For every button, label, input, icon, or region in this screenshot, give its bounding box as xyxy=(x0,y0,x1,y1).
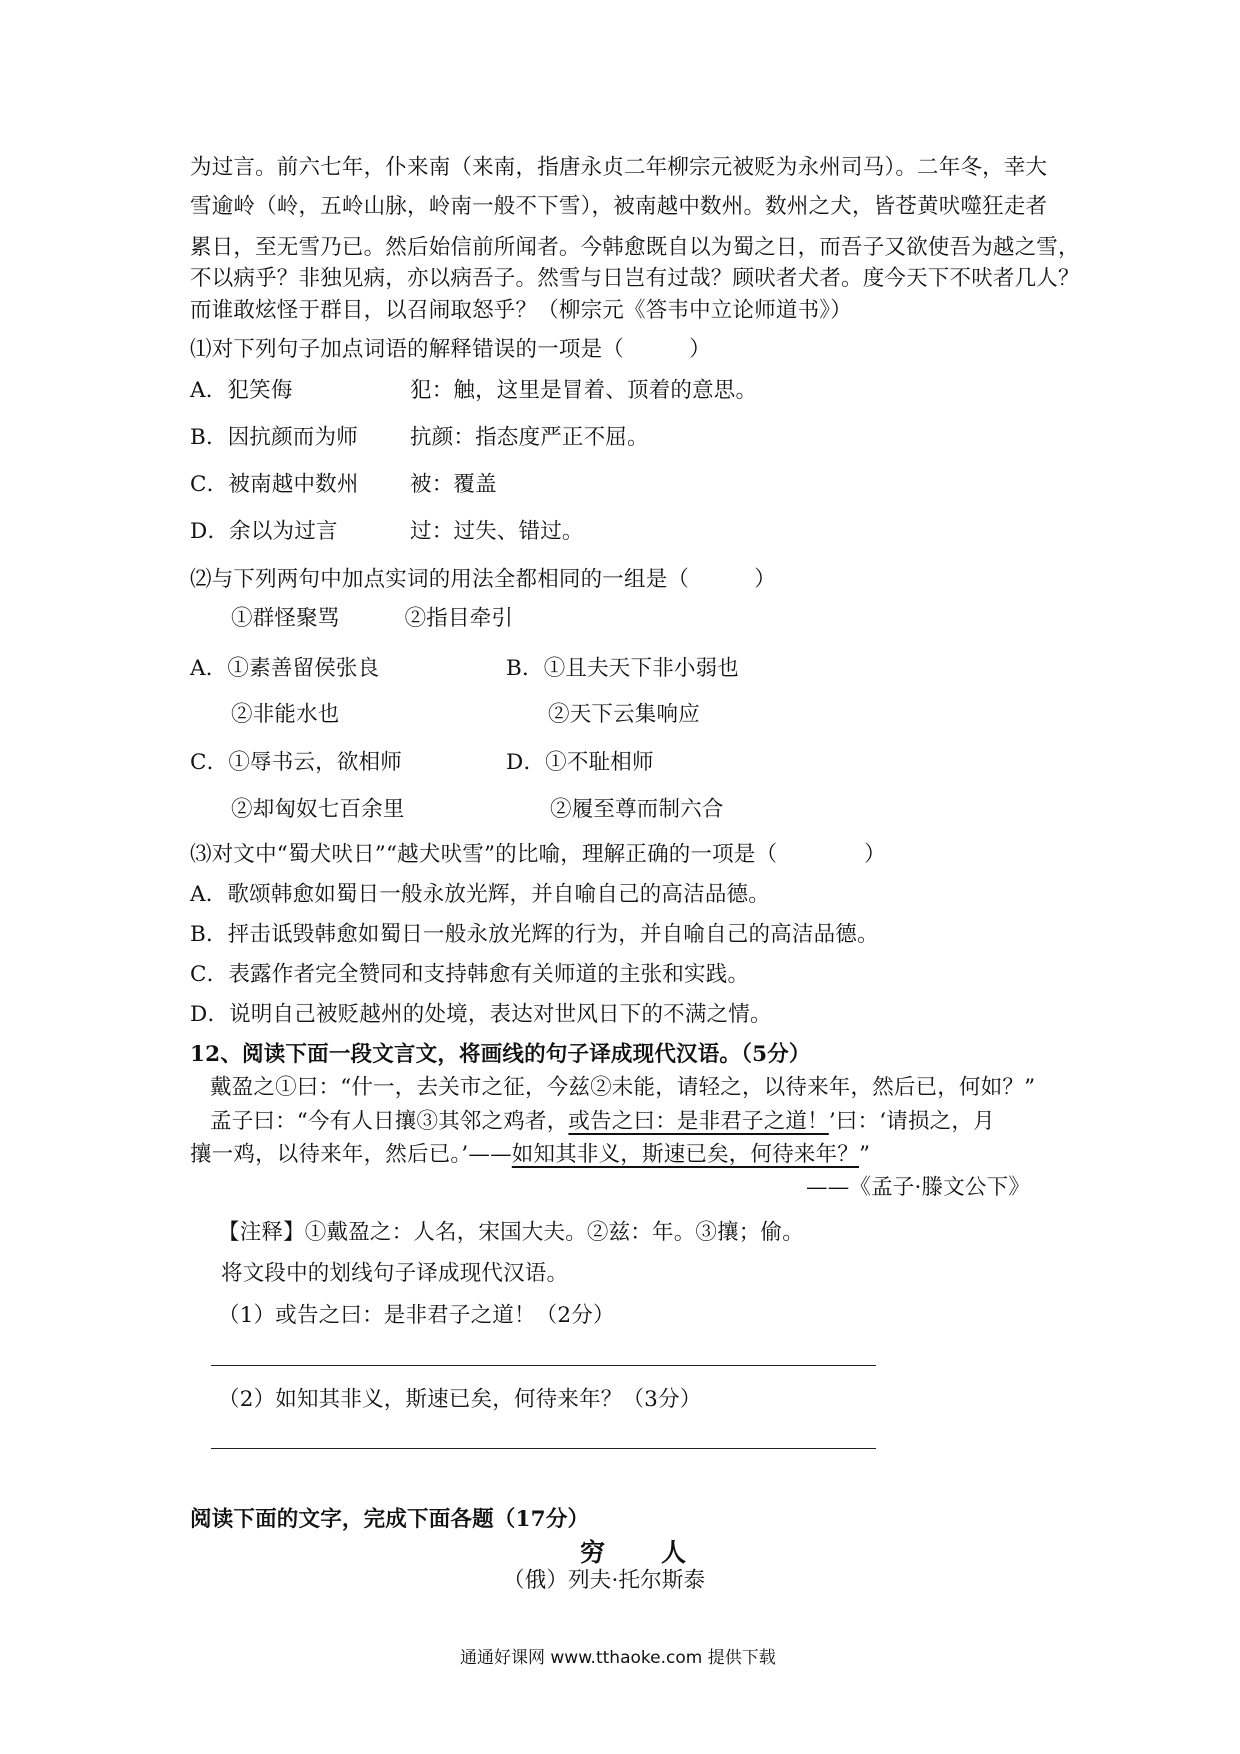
q1-option-c: C．被南越中数州 xyxy=(190,472,359,497)
q12-text-line-2 xyxy=(210,1111,995,1133)
q12-underlined-sentence-1: 或告之曰：是非君子之道！ xyxy=(568,1109,829,1134)
q1-option-b-gloss: 抗颜：指态度严正不屈。 xyxy=(410,425,649,450)
q3-stem: ⑶对文中“蜀犬吠日”“越犬吠雪”的比喻，理解正确的一项是（ ） xyxy=(190,842,886,867)
q2-given-words: ①群怪聚骂 ②指目牵引 xyxy=(231,606,514,631)
story-title: 穷 人 xyxy=(580,1538,689,1567)
q2-option-a-2: ②非能水也 xyxy=(231,702,340,727)
q12-instruction: 将文段中的划线句子译成现代汉语。 xyxy=(221,1261,569,1286)
q2-option-c-1: C．①辱书云，欲相师 xyxy=(190,750,402,775)
q3-option-a: A．歌颂韩愈如蜀日一般永放光辉，并自喻自己的高洁品德。 xyxy=(190,882,770,907)
passage-line-5: 而谁敢炫怪于群目，以召闹取怒乎？（柳宗元《答韦中立论师道书》） xyxy=(190,298,852,323)
q1-option-a: A．犯笑侮 xyxy=(190,378,293,403)
passage-line-1: 为过言。前六七年，仆来南（来南，指唐永贞二年柳宗元被贬为永州司马）。二年冬，幸大 xyxy=(190,155,1048,180)
reading-heading: 阅读下面的文字，完成下面各题（17分） xyxy=(190,1507,590,1532)
q2-option-b-1: B．①且夫天下非小弱也 xyxy=(506,656,740,681)
q1-option-d: D．余以为过言 xyxy=(190,519,338,544)
footer-credit: 通通好课网 www.tthaoke.com 提供下载 xyxy=(460,1648,776,1668)
q2-option-b-2: ②天下云集响应 xyxy=(548,702,700,727)
q3-option-d: D．说明自己被贬越州的处境，表达对世风日下的不满之情。 xyxy=(190,1002,772,1027)
q12-underlined-sentence-2: 如知其非义，斯速已矣，何待来年？ xyxy=(511,1142,859,1167)
q2-option-d-1: D．①不耻相师 xyxy=(506,750,654,775)
q12-line3-pre: 攘一鸡，以待来年，然后已。’—— xyxy=(190,1142,512,1167)
q2-option-d-2: ②履至尊而制六合 xyxy=(550,797,724,822)
q12-line2-post: ’曰：‘请损之，月 xyxy=(828,1109,995,1134)
q12-text-line-1: 戴盈之①曰：“什一，去关市之征，今兹②未能，请轻之，以待来年，然后已，何如？” xyxy=(210,1075,1036,1100)
answer-line-1[interactable] xyxy=(211,1365,876,1366)
story-author: （俄）列夫·托尔斯泰 xyxy=(503,1568,706,1593)
q12-line2-pre: 孟子曰：“今有人日攘③其邻之鸡者， xyxy=(210,1109,569,1134)
q12-line3-post: ” xyxy=(859,1142,871,1167)
q2-option-c-2: ②却匈奴七百余里 xyxy=(231,797,405,822)
q1-option-a-gloss: 犯：触，这里是冒着、顶着的意思。 xyxy=(410,378,758,403)
answer-line-2[interactable] xyxy=(211,1448,876,1449)
passage-line-2: 雪逾岭（岭，五岭山脉，岭南一般不下雪），被南越中数州。数州之犬，皆苍黄吠噬狂走者 xyxy=(190,194,1048,219)
passage-line-3: 累日，至无雪乃已。然后始信前所闻者。今韩愈既自以为蜀之日，而吾子又欲使吾为越之雪， xyxy=(190,235,1080,260)
q12-note: 【注释】①戴盈之：人名，宋国大夫。②兹：年。③攘；偷。 xyxy=(218,1220,804,1245)
q2-option-a-1: A．①素善留侯张良 xyxy=(190,656,380,681)
q1-stem: ⑴对下列句子加点词语的解释错误的一项是（ ） xyxy=(190,337,711,362)
q3-option-c: C．表露作者完全赞同和支持韩愈有关师道的主张和实践。 xyxy=(190,962,750,987)
q12-subquestion-1: （1）或告之曰：是非君子之道！（2分） xyxy=(218,1303,615,1328)
q12-subquestion-2: （2）如知其非义，斯速已矣，何待来年？（3分） xyxy=(218,1387,702,1412)
q1-option-c-gloss: 被：覆盖 xyxy=(410,472,497,497)
q2-stem: ⑵与下列两句中加点实词的用法全都相同的一组是（ ） xyxy=(190,567,776,592)
q12-text-line-3 xyxy=(190,1144,870,1166)
q12-source: ——《孟子·滕文公下》 xyxy=(806,1175,1031,1200)
q12-heading: 12、阅读下面一段文言文，将画线的句子译成现代汉语。（5分） xyxy=(190,1042,811,1067)
passage-line-4: 不以病乎？非独见病，亦以病吾子。然雪与日岂有过哉？顾吠者犬者。度今天下不吠者几人？ xyxy=(190,266,1080,291)
q1-option-b: B．因抗颜而为师 xyxy=(190,425,358,450)
q1-option-d-gloss: 过：过失、错过。 xyxy=(410,519,584,544)
q3-option-b: B．抨击诋毁韩愈如蜀日一般永放光辉的行为，并自喻自己的高洁品德。 xyxy=(190,922,879,947)
